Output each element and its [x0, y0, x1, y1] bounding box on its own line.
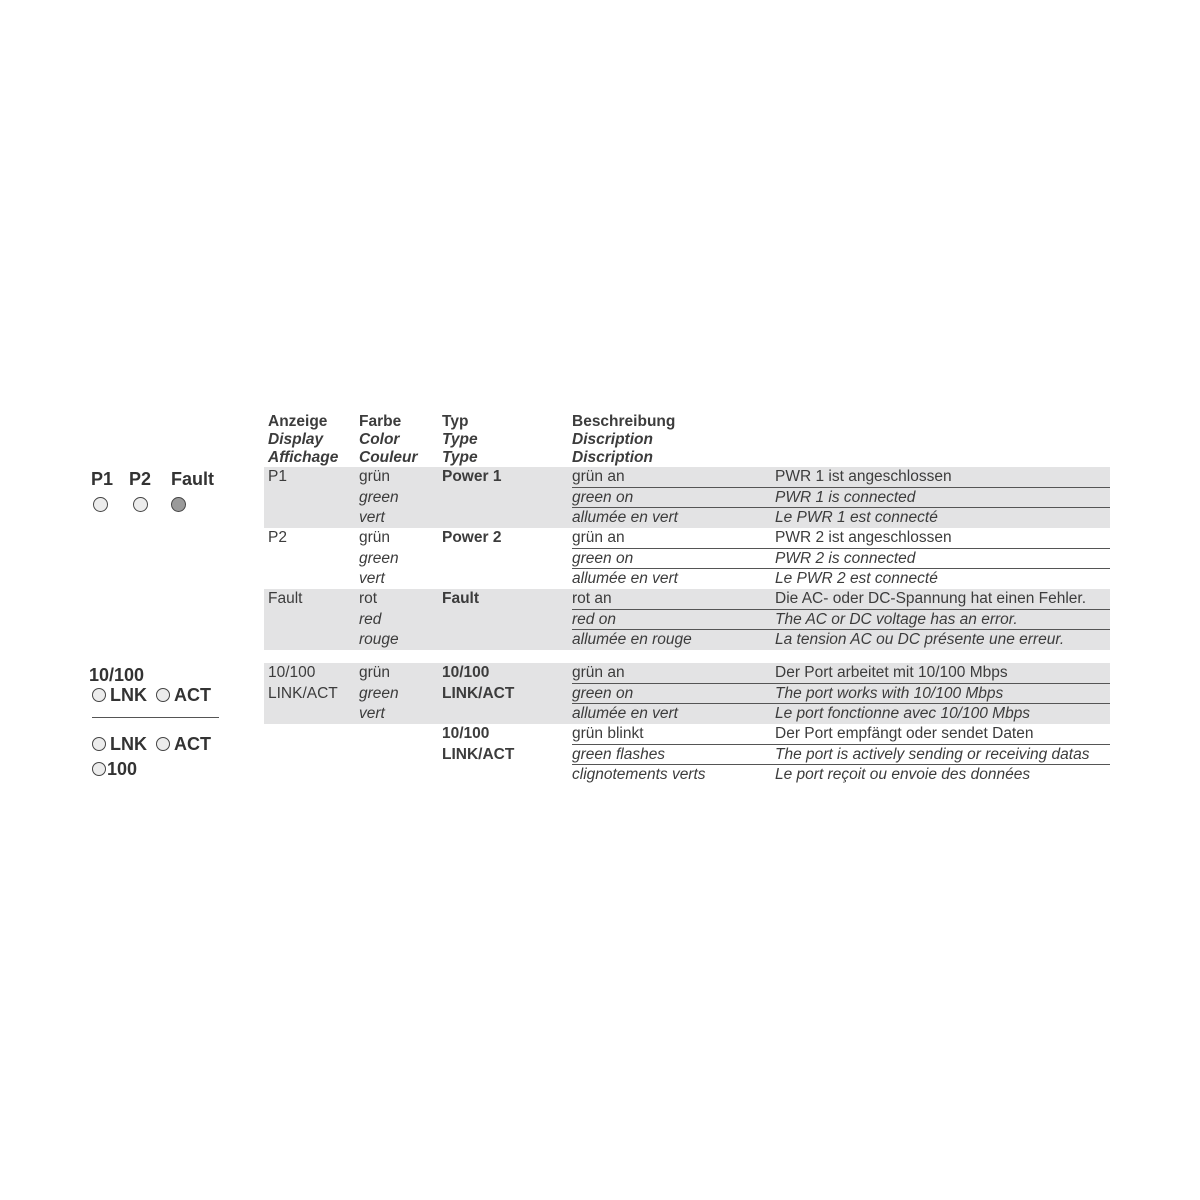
cell-description: The port is actively sending or receiving datas — [775, 745, 1090, 763]
row-rule — [572, 568, 1110, 569]
cell-display: LINK/ACT — [268, 684, 338, 702]
cell-description: Die AC- oder DC-Spannung hat einen Fehler. — [775, 590, 1087, 607]
act-label: ACT — [174, 734, 212, 754]
cell-state: allumée en rouge — [572, 631, 692, 648]
row-rule — [572, 703, 1110, 704]
lnk-label: LNK — [110, 734, 147, 754]
cell-color: rouge — [359, 631, 399, 648]
cell-description: PWR 1 ist angeschlossen — [775, 468, 952, 485]
cell-display: 10/100 — [268, 664, 316, 681]
act-label: ACT — [174, 685, 212, 705]
cell-description: Le PWR 2 est connecté — [775, 570, 938, 587]
row-rule — [572, 683, 1110, 684]
cell-state: green on — [572, 684, 634, 702]
cell-state: grün an — [572, 664, 625, 681]
cell-state: grün an — [572, 468, 625, 485]
cell-color: rot — [359, 590, 378, 607]
row-rule — [572, 548, 1110, 549]
led-p1-icon — [93, 497, 108, 512]
cell-color: vert — [359, 509, 385, 526]
cell-state: grün blinkt — [572, 725, 644, 742]
cell-color: red — [359, 610, 382, 628]
lnk-led-icon — [92, 737, 106, 751]
cell-description: La tension AC ou DC présente une erreur. — [775, 631, 1065, 648]
lnk-label: LNK — [110, 685, 147, 705]
cell-state: green on — [572, 488, 634, 506]
row-rule — [572, 764, 1110, 765]
led-row-100 — [92, 759, 137, 780]
cell-color: green — [359, 684, 399, 702]
cell-description: The AC or DC voltage has an error. — [775, 610, 1018, 628]
header-type: Typ Type Type — [442, 413, 478, 466]
cell-color: green — [359, 549, 399, 567]
cell-display: Fault — [268, 590, 303, 607]
cell-color: green — [359, 488, 399, 506]
cell-color: grün — [359, 664, 391, 681]
cell-description: Der Port arbeitet mit 10/100 Mbps — [775, 664, 1008, 681]
cell-state: green flashes — [572, 745, 666, 763]
cell-description: PWR 1 is connected — [775, 488, 916, 506]
led-divider — [92, 717, 219, 718]
cell-description: The port works with 10/100 Mbps — [775, 684, 1004, 702]
cell-description: PWR 2 is connected — [775, 549, 916, 567]
row-rule — [572, 744, 1110, 745]
act-led-icon — [156, 688, 170, 702]
led-row-lnk-act-2 — [92, 734, 211, 755]
cell-color: grün — [359, 468, 391, 485]
cell-description: Le PWR 1 est connecté — [775, 509, 938, 526]
cell-display: P1 — [268, 468, 287, 485]
cell-type: Power 2 — [442, 529, 502, 546]
cell-type: LINK/ACT — [442, 684, 515, 702]
cell-type: LINK/ACT — [442, 745, 515, 763]
cell-type: Fault — [442, 590, 480, 607]
cell-description: Der Port empfängt oder sendet Daten — [775, 725, 1034, 742]
header-display: Anzeige Display Affichage — [268, 413, 339, 466]
cell-state: allumée en vert — [572, 570, 678, 587]
cell-state: rot an — [572, 590, 612, 607]
cell-type: 10/100 — [442, 725, 490, 742]
row-rule — [572, 629, 1110, 630]
cell-state: grün an — [572, 529, 625, 546]
cell-type: 10/100 — [442, 664, 490, 681]
cell-state: green on — [572, 549, 634, 567]
speed-label: 100 — [107, 759, 138, 779]
cell-state: clignotements verts — [572, 766, 706, 783]
led-label-fault: Fault — [171, 469, 214, 489]
header-color: Farbe Color Couleur — [359, 413, 418, 466]
led-row-lnk-act-1 — [92, 685, 211, 706]
cell-description: Le port reçoit ou envoie des données — [775, 766, 1031, 783]
lnk-led-icon — [92, 688, 106, 702]
cell-description: PWR 2 ist angeschlossen — [775, 529, 952, 546]
led-p2-icon — [133, 497, 148, 512]
cell-color: grün — [359, 529, 391, 546]
led-group2-title: 10/100 — [89, 665, 145, 685]
cell-state: allumée en vert — [572, 509, 678, 526]
cell-state: allumée en vert — [572, 705, 678, 722]
row-rule — [572, 507, 1110, 508]
cell-description: Le port fonctionne avec 10/100 Mbps — [775, 705, 1031, 722]
speed-led-icon — [92, 762, 106, 776]
act-led-icon — [156, 737, 170, 751]
cell-color: vert — [359, 705, 385, 722]
cell-type: Power 1 — [442, 468, 502, 485]
row-rule — [572, 487, 1110, 488]
cell-color: vert — [359, 570, 385, 587]
led-label-p2: P2 — [129, 469, 152, 489]
led-label-p1: P1 — [91, 469, 114, 489]
cell-display: P2 — [268, 529, 287, 546]
cell-state: red on — [572, 610, 616, 628]
header-description: Beschreibung Discription Discription — [572, 413, 676, 466]
row-rule — [572, 609, 1110, 610]
led-fault-icon — [171, 497, 186, 512]
